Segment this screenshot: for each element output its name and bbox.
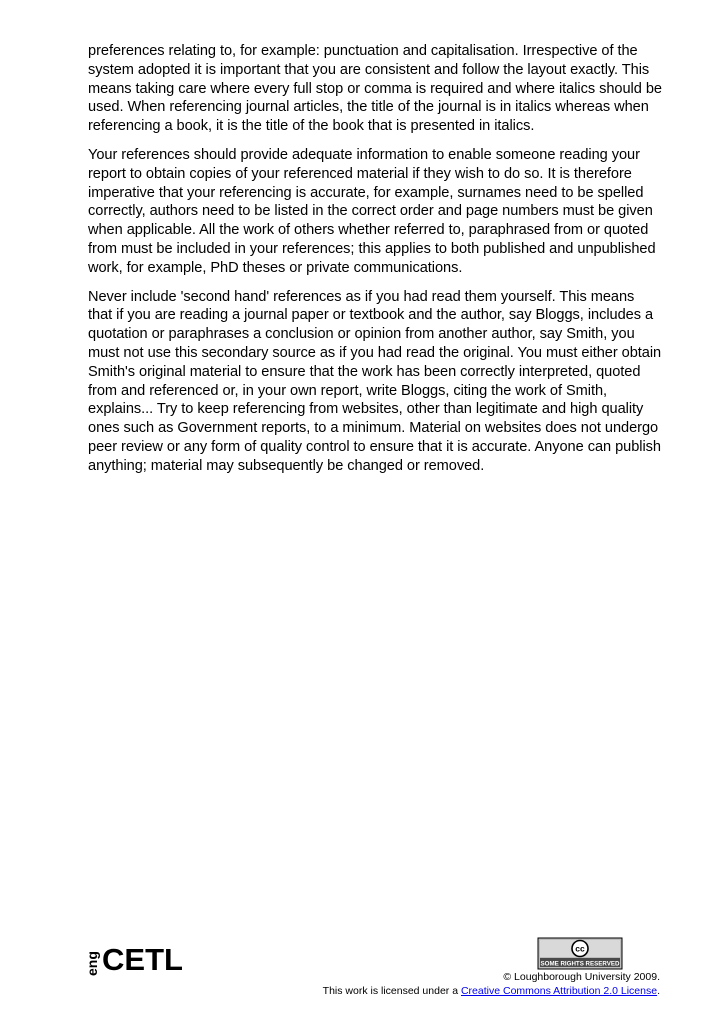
- license-prefix: This work is licensed under a: [322, 985, 461, 997]
- license-notice: [323, 985, 660, 998]
- paragraph: preferences relating to, for example: punctuation and capitalisation. Irrespective of the system adopted it is important that you are consistent and follow the layout exactly. This means taking care where every full stop or comma is required and where italics should be used. When referencing journal articles, the title of the journal is in italics whereas when referencing a book, it is the title of the book that is presented in italics.: [88, 43, 662, 135]
- copyright-notice: © Loughborough University 2009.: [503, 971, 660, 983]
- engcetl-logo: [84, 940, 183, 977]
- paragraph: Never include 'second hand' references as if you had read them yourself. This means that if you are reading a journal paper or textbook and the author, say Bloggs, includes a quotation or paraphrases a conclusion or opinion from another author, say Smith, you must not use this secondary source as if you had read the original. You must either obtain Smith's original material to ensure that the work has been correctly interpreted, quoted from and referenced or, in your own report, write Bloggs, citing the work of Smith, explains... Try to keep referencing from websites, other than legitimate and high quality ones such as Government reports, to a minimum. Material on websites does not undergo peer review or any form of quality control to ensure that it is accurate. Anyone can publish anything; material may subsequently be changed or removed.: [88, 288, 662, 474]
- logo-text: CETL: [102, 942, 183, 977]
- paragraph: Your references should provide adequate information to enable someone reading your report to obtain copies of your referenced material if they wish to do so. It is therefore imperative that your referencing is accurate, for example, surnames need to be spelled correctly, authors need to be listed in the correct order and page numbers must be given when applicable. All the work of others whether referred to, paraphrased from or quoted from must be included in your references; this applies to both published and unpublished work, for example, PhD theses or private communications.: [88, 146, 656, 276]
- svg-text:SOME RIGHTS RESERVED: SOME RIGHTS RESERVED: [540, 960, 620, 968]
- svg-text:eng: eng: [84, 951, 100, 976]
- svg-text:cc: cc: [575, 943, 585, 954]
- creative-commons-badge-icon[interactable]: [538, 938, 622, 969]
- license-suffix: .: [657, 985, 660, 997]
- license-link[interactable]: Creative Commons Attribution 2.0 License: [460, 985, 658, 997]
- body-text: [88, 42, 662, 486]
